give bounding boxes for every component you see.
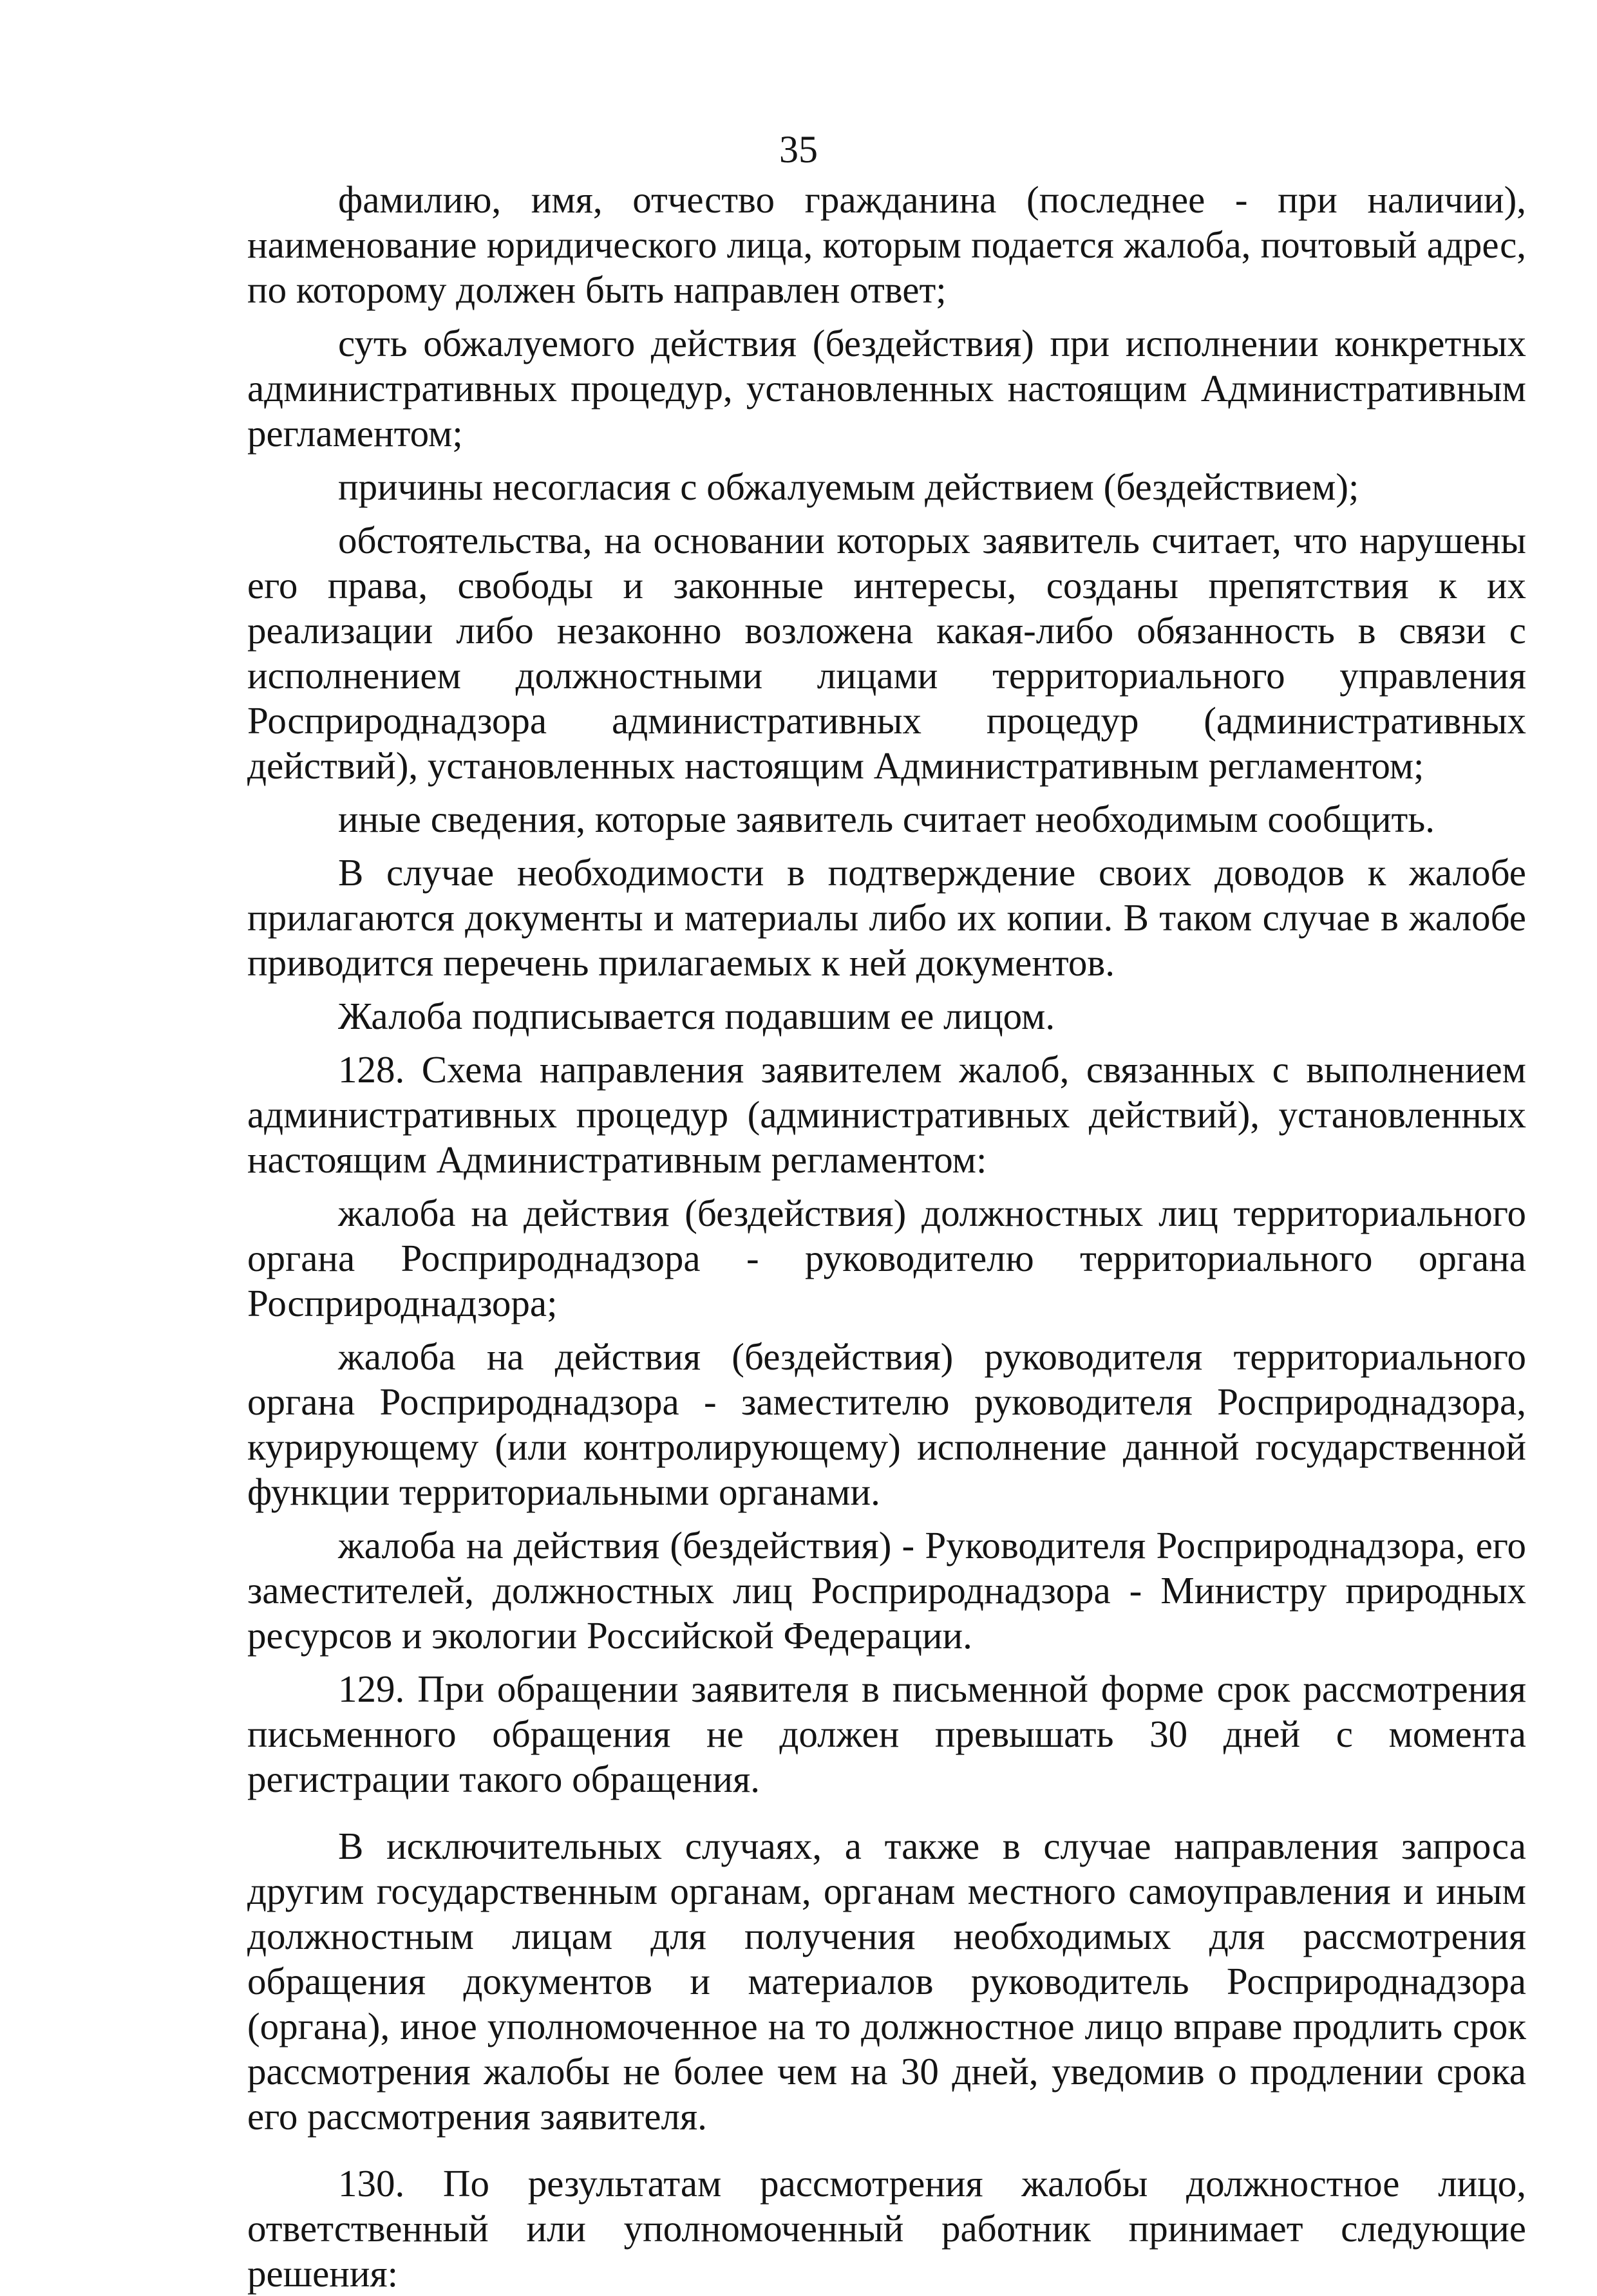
paragraph: фамилию, имя, отчество гражданина (последнее - при наличии), наименование юридического лица, которым подается жалоба, почтовый адрес, по которому должен быть направлен ответ;	[247, 178, 1526, 311]
paragraph: 130. По результатам рассмотрения жалобы должностное лицо, ответственный или уполномоченный работник принимает следующие решения:	[247, 2162, 1526, 2295]
paragraph: суть обжалуемого действия (бездействия) при исполнении конкретных административных процедур, установленных настоящим Административным регламентом;	[247, 322, 1526, 455]
paragraph: жалоба на действия (бездействия) руководителя территориального органа Росприроднадзора - заместителю руководителя Росприроднадзора, курирующему (или контролирующему) исполнение данной государственной функции территориальными органами.	[247, 1335, 1526, 1513]
paragraph: 129. При обращении заявителя в письменной форме срок рассмотрения письменного обращения не должен превышать 30 дней с момента регистрации такого обращения.	[247, 1668, 1526, 1800]
page-number: 35	[779, 128, 818, 171]
paragraph: жалоба на действия (бездействия) должностных лиц территориального органа Росприроднадзора - руководителю территориального органа Росприроднадзора;	[247, 1192, 1526, 1324]
paragraph: иные сведения, которые заявитель считает необходимым сообщить.	[338, 798, 1435, 840]
paragraph: В исключительных случаях, а также в случае направления запроса другим государственным органам, органам местного самоуправления и иным должностным лицам для получения необходимых для рассмотрения обращения документов и материалов руководитель Росприроднадзора (органа), иное уполномоченное на то должностное лицо вправе продлить срок рассмотрения жалобы не более чем на 30 дней, уведомив о продлении срока его рассмотрения заявителя.	[247, 1825, 1526, 2138]
document-body	[247, 177, 1526, 2296]
paragraph: Жалоба подписывается подавшим ее лицом.	[338, 995, 1055, 1037]
paragraph: 128. Схема направления заявителем жалоб, связанных с выполнением административных процедур (административных действий), установленных настоящим Административным регламентом:	[247, 1048, 1526, 1181]
paragraph: В случае необходимости в подтверждение своих доводов к жалобе прилагаются документы и материалы либо их копии. В таком случае в жалобе приводится перечень прилагаемых к ней документов.	[247, 851, 1526, 984]
paragraph: обстоятельства, на основании которых заявитель считает, что нарушены его права, свободы и законные интересы, созданы препятствия к их реализации либо незаконно возложена какая-либо обязанность в связи с исполнением должностными лицами территориального управления Росприроднадзора административных процедур (административных действий), установленных настоящим Административным регламентом;	[247, 519, 1526, 787]
paragraph: причины несогласия с обжалуемым действием (бездействием);	[338, 466, 1359, 508]
paragraph: жалоба на действия (бездействия) - Руководителя Росприроднадзора, его заместителей, должностных лиц Росприроднадзора - Министру природных ресурсов и экологии Российской Федерации.	[247, 1524, 1526, 1657]
